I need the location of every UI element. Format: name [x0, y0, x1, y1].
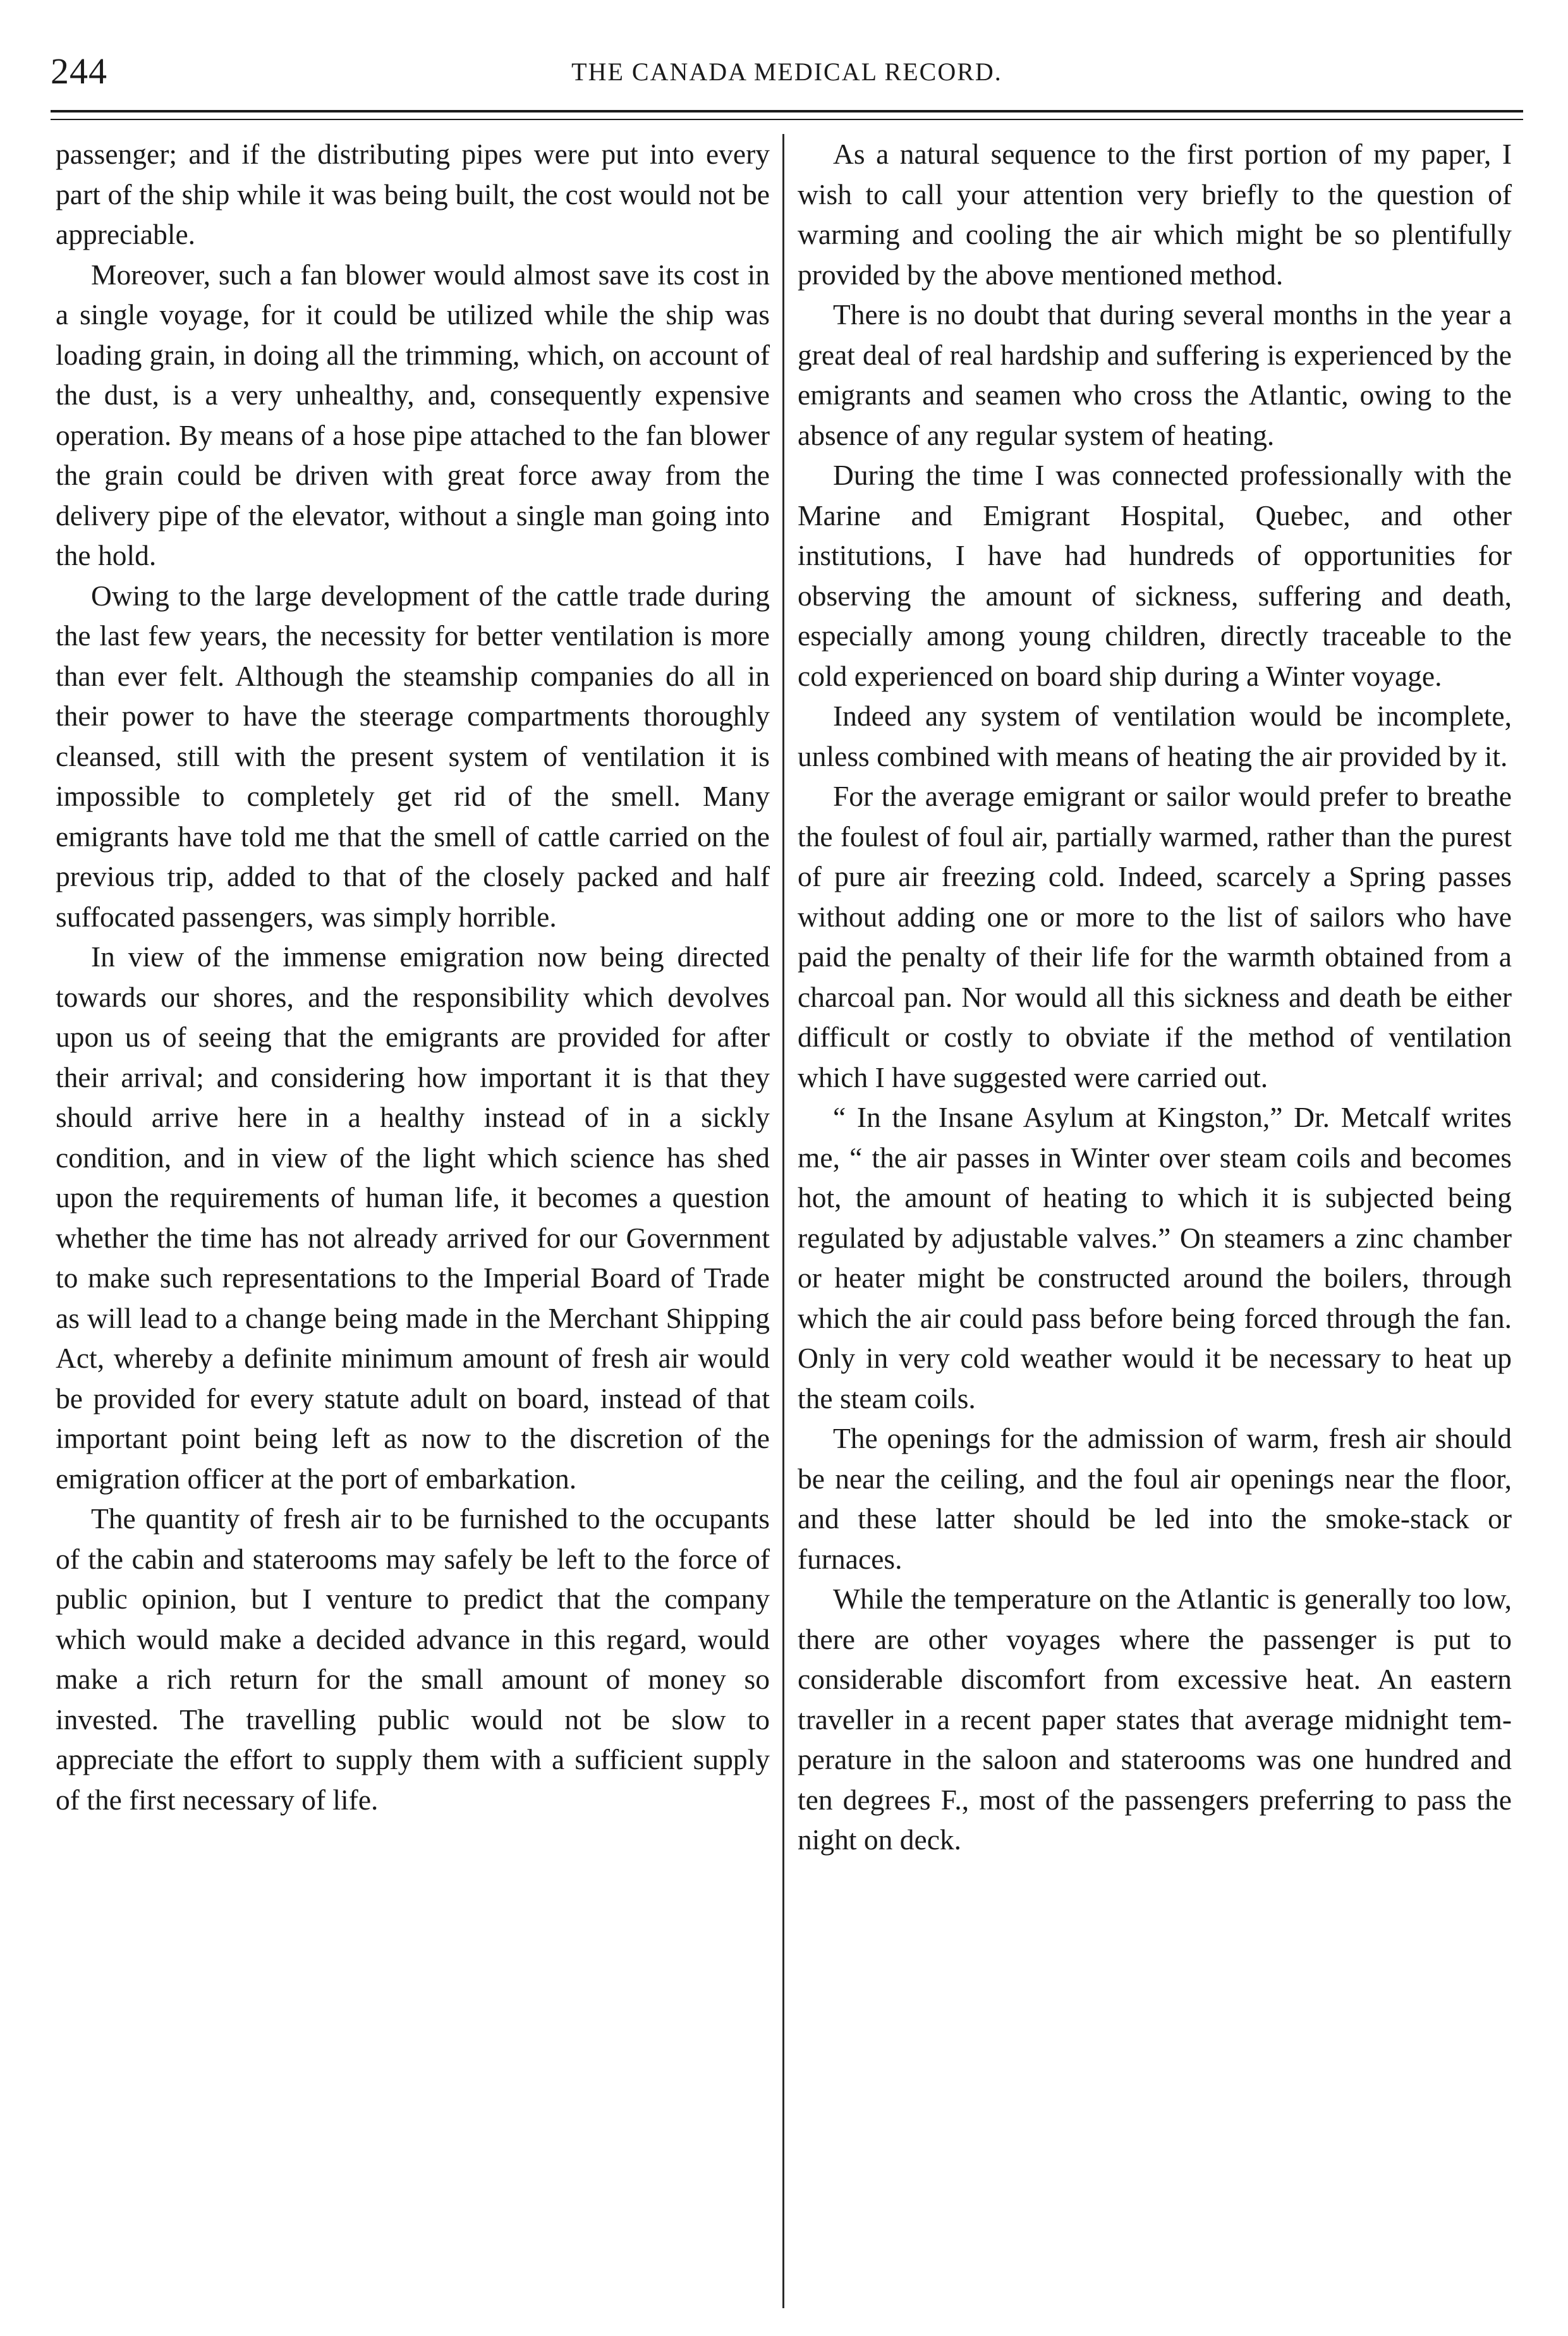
page-number: 244 [51, 51, 107, 92]
paragraph: Indeed any system of ventilation would be incomplete, unless combined with means of heating the air provided by it. [798, 700, 1512, 772]
paragraph: passenger; and if the distributing pipes were put into every part of the ship while it was being built, the cost would not be appreciable. [56, 138, 770, 250]
paragraph: Moreover, such a fan blower would almost save its cost in a single voyage, for it could be utilized while the ship was loading grain, in doing all the trimming, which, on account of the dust, is a very unhealthy, and, consequently expensive operation. By means of a hose pipe attached to the fan blower the grain could be driven with great force away from the delivery pipe of the elevator, without a single man going into the hold. [56, 258, 770, 571]
running-head: THE CANADA MEDICAL RECORD. [571, 58, 1002, 86]
column-divider [782, 134, 784, 2308]
right-column [798, 134, 1512, 2308]
paragraph: For the average emigrant or sailor would prefer to breathe the foulest of foul air, partially warmed, rather than the purest of pure air freezing cold. Indeed, scarcely a Spring passes without adding one or more to the list of sailors who have paid the penalty of their life for the warmth obtained from a charcoal pan. Nor would all this sickness and death be either difficult or costly to obviate if the method of ventilation which I have suggested were carried out. [798, 780, 1512, 1093]
left-column [56, 134, 770, 2308]
page-header [51, 49, 1523, 94]
paragraph: During the time I was connected professionally with the Marine and Emigrant Hospital, Quebec, and other institutions, I have had hundreds of opportunities for observing the amount of sickness, suffering and death, especially among young children, directly traceable to the cold experienced on board ship during a Winter voyage. [798, 459, 1512, 692]
paragraph: There is no doubt that during several months in the year a great deal of real hardship and suffering is experienced by the emigrants and seamen who cross the Atlantic, owing to the absence of any regular system of heating. [798, 298, 1512, 451]
header-rule-thin [51, 119, 1523, 120]
paragraph: The openings for the admission of warm, fresh air should be near the ceiling, and the foul air openings near the floor, and these latter should be led into the smoke-stack or furnaces. [798, 1422, 1512, 1575]
paragraph: The quantity of fresh air to be furnished to the occupants of the cabin and staterooms may safely be left to the force of public opinion, but I venture to predict that the company which would make a decided advance in this regard, would make a rich return for the small amount of money so invested. The travelling public would not be slow to appreciate the effort to supply them with a sufficient supply of the first necessary of life. [56, 1502, 770, 1816]
header-rule-thick [51, 110, 1523, 113]
paragraph: “ In the Insane Asylum at Kingston,” Dr. Metcalf writes me, “ the air passes in Winter over steam coils and becomes hot, the amount of heating to which it is subjected being regulated by adjustable valves.” On steamers a zinc chamber or heater might be constructed around the boilers, through which the air could pass before being forced through the fan. Only in very cold weather would it be necessary to heat up the steam coils. [798, 1101, 1512, 1414]
paragraph: As a natural sequence to the first portion of my paper, I wish to call your attention very briefly to the question of warming and cooling the air which might be so plentifully provided by the above mentioned method. [798, 138, 1512, 291]
paragraph: In view of the immense emigration now being directed towards our shores, and the responsibility which devolves upon us of seeing that the emigrants are provided for after their arrival; and considering how important it is that they should arrive here in a healthy instead of in a sickly condition, and in view of the light which science has shed upon the requirements of human life, it becomes a question whether the time has not already arrived for our Government to make such representations to the Imperial Board of Trade as will lead to a change being made in the Merchant Shipping Act, whereby a definite minimum amount of fresh air would be provided for every statute adult on board, instead of that important point being left as now to the discretion of the emigration officer at the port of embarkation. [56, 940, 770, 1495]
paragraph: Owing to the large development of the cattle trade during the last few years, the necessity for better ventilation is more than ever felt. Although the steamship companies do all in their power to have the steerage compartments thoroughly cleansed, still with the present system of ventilation it is impossible to completely get rid of the smell. Many emigrants have told me that the smell of cattle carried on the previous trip, added to that of the closely packed and half suffocated passengers, was simply horrible. [56, 579, 770, 933]
paragraph: While the temperature on the Atlantic is generally too low, there are other voyages where the passenger is put to considerable discomfort from excessive heat. An eastern traveller in a recent paper states that average midnight temperature in the saloon and staterooms was one hundred and ten degrees F., most of the passengers preferring to pass the night on deck. [798, 1583, 1512, 1856]
